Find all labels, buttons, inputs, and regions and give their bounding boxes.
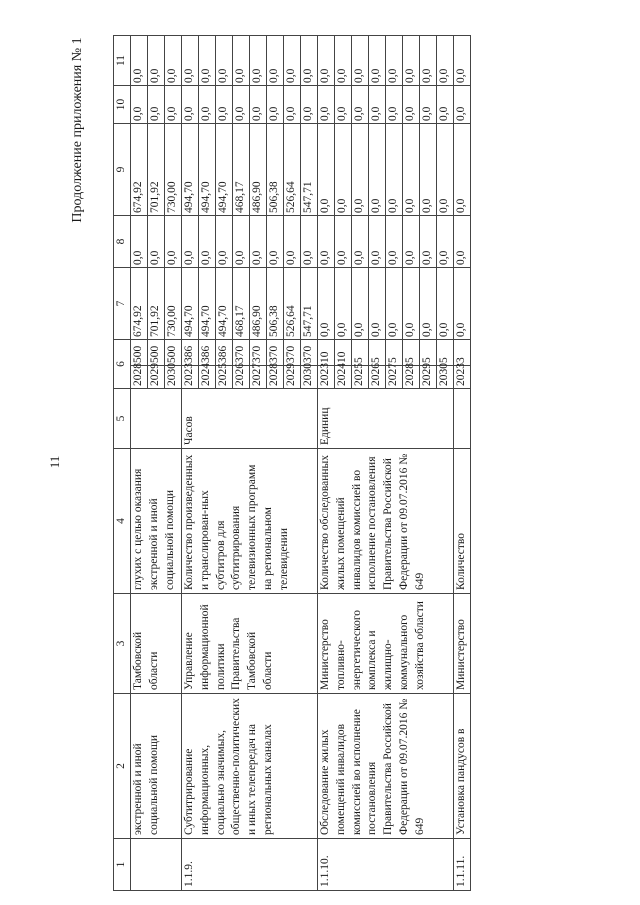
value-cell: 370 (267, 340, 284, 366)
continuation-caption: Продолжение приложения № 1 (70, 37, 85, 223)
local-cell: 0,0 (420, 86, 437, 124)
value-cell: 370 (284, 340, 301, 366)
measure-name: Субтитрирование информационных, социально значимых, общественно-политических и иных телепередач на региональных каналах (182, 694, 318, 839)
value-cell: 500 (131, 340, 148, 366)
value-cell: 386 (182, 340, 199, 366)
federal-cell: 0,0 (454, 216, 471, 268)
federal-cell: 0,0 (148, 216, 165, 268)
federal-cell: 0,0 (386, 216, 403, 268)
federal-cell: 0,0 (403, 216, 420, 268)
year-cell: 2026 (369, 366, 386, 389)
total-cell: 494,70 (182, 268, 199, 340)
value-cell: 5 (403, 340, 420, 366)
year-cell: 2024 (335, 366, 352, 389)
regional-cell: 494,70 (216, 124, 233, 216)
federal-cell: 0,0 (216, 216, 233, 268)
federal-cell: 0,0 (284, 216, 301, 268)
total-cell: 506,38 (267, 268, 284, 340)
executor: Тамбовской области (131, 594, 182, 694)
regional-cell: 0,0 (420, 124, 437, 216)
program-table (113, 35, 471, 891)
federal-cell: 0,0 (335, 216, 352, 268)
other-cell: 0,0 (148, 36, 165, 86)
other-cell: 0,0 (284, 36, 301, 86)
indicator: Количество (454, 449, 471, 594)
federal-cell: 0,0 (301, 216, 318, 268)
year-cell: 2029 (420, 366, 437, 389)
federal-cell: 0,0 (267, 216, 284, 268)
year-cell: 2030 (165, 366, 182, 389)
table-row (131, 36, 148, 891)
other-cell: 0,0 (335, 36, 352, 86)
other-cell: 0,0 (165, 36, 182, 86)
local-cell: 0,0 (386, 86, 403, 124)
local-cell: 0,0 (199, 86, 216, 124)
other-cell: 0,0 (386, 36, 403, 86)
year-cell: 2023 (182, 366, 199, 389)
total-cell: 486,90 (250, 268, 267, 340)
value-cell: 5 (386, 340, 403, 366)
year-cell: 2030 (437, 366, 454, 389)
federal-cell: 0,0 (420, 216, 437, 268)
value-cell: 5 (352, 340, 369, 366)
year-cell: 2028 (267, 366, 284, 389)
year-cell: 2025 (352, 366, 369, 389)
year-cell: 2023 (454, 366, 471, 389)
local-cell: 0,0 (250, 86, 267, 124)
local-cell: 0,0 (165, 86, 182, 124)
header-cell: 9 (114, 124, 131, 216)
value-cell: 10 (318, 340, 335, 366)
federal-cell: 0,0 (369, 216, 386, 268)
total-cell: 0,0 (335, 268, 352, 340)
federal-cell: 0,0 (318, 216, 335, 268)
header-cell: 8 (114, 216, 131, 268)
other-cell: 0,0 (216, 36, 233, 86)
total-cell: 494,70 (216, 268, 233, 340)
year-cell: 2027 (386, 366, 403, 389)
table-row (182, 36, 199, 891)
year-cell: 2029 (148, 366, 165, 389)
unit: Часов (182, 389, 318, 449)
local-cell: 0,0 (335, 86, 352, 124)
local-cell: 0,0 (233, 86, 250, 124)
value-cell: 5 (369, 340, 386, 366)
regional-cell: 0,0 (335, 124, 352, 216)
regional-cell: 0,0 (403, 124, 420, 216)
total-cell: 701,92 (148, 268, 165, 340)
executor: Министерство (454, 594, 471, 694)
total-cell: 468,17 (233, 268, 250, 340)
regional-cell: 0,0 (352, 124, 369, 216)
indicator: Количество обследованных жилых помещений инвалидов комиссией во исполнение постановления Правительства Российской Федерации от 09.07.2016 № 649 (318, 449, 454, 594)
regional-cell: 547,71 (301, 124, 318, 216)
other-cell: 0,0 (352, 36, 369, 86)
total-cell: 0,0 (454, 268, 471, 340)
local-cell: 0,0 (318, 86, 335, 124)
regional-cell: 486,90 (250, 124, 267, 216)
regional-cell: 526,64 (284, 124, 301, 216)
local-cell: 0,0 (352, 86, 369, 124)
measure-name: экстренной и иной социальной помощи (131, 694, 182, 839)
header-row (114, 36, 131, 891)
total-cell: 0,0 (352, 268, 369, 340)
total-cell: 0,0 (437, 268, 454, 340)
other-cell: 0,0 (131, 36, 148, 86)
regional-cell: 0,0 (386, 124, 403, 216)
value-cell: 3 (454, 340, 471, 366)
executor: Министерство топливно-энергетического комплекса и жилищно-коммунального хозяйства области (318, 594, 454, 694)
other-cell: 0,0 (199, 36, 216, 86)
rotated-table-container (113, 36, 585, 891)
other-cell: 0,0 (318, 36, 335, 86)
regional-cell: 674,92 (131, 124, 148, 216)
federal-cell: 0,0 (437, 216, 454, 268)
other-cell: 0,0 (420, 36, 437, 86)
total-cell: 0,0 (318, 268, 335, 340)
local-cell: 0,0 (284, 86, 301, 124)
year-cell: 2023 (318, 366, 335, 389)
value-cell: 386 (199, 340, 216, 366)
regional-cell: 730,00 (165, 124, 182, 216)
local-cell: 0,0 (267, 86, 284, 124)
indicator: глухих с целью оказания экстренной и иной социальной помощи (131, 449, 182, 594)
federal-cell: 0,0 (131, 216, 148, 268)
total-cell: 494,70 (199, 268, 216, 340)
other-cell: 0,0 (403, 36, 420, 86)
header-cell: 2 (114, 694, 131, 839)
value-cell: 5 (437, 340, 454, 366)
local-cell: 0,0 (216, 86, 233, 124)
row-number (131, 839, 182, 891)
executor: Управление информационной политики Правительства Тамбовской области (182, 594, 318, 694)
local-cell: 0,0 (403, 86, 420, 124)
header-cell: 6 (114, 340, 131, 389)
value-cell: 500 (165, 340, 182, 366)
section-1-1-9 (182, 36, 318, 891)
other-cell: 0,0 (233, 36, 250, 86)
total-cell: 0,0 (403, 268, 420, 340)
regional-cell: 506,38 (267, 124, 284, 216)
indicator: Количество произведенных и транслирован-ных субтитров для субтитрирования телевизионных программ на региональном телевидении (182, 449, 318, 594)
regional-cell: 0,0 (437, 124, 454, 216)
regional-cell: 701,92 (148, 124, 165, 216)
measure-name: Обследование жилых помещений инвалидов комиссией во исполнение постановления Правительства Российской Федерации от 09.07.2016 № 649 (318, 694, 454, 839)
header-cell: 7 (114, 268, 131, 340)
value-cell: 10 (335, 340, 352, 366)
year-cell: 2026 (233, 366, 250, 389)
page-number: 11 (47, 455, 62, 469)
other-cell: 0,0 (369, 36, 386, 86)
regional-cell: 0,0 (369, 124, 386, 216)
local-cell: 0,0 (131, 86, 148, 124)
section-1-1-11 (454, 36, 471, 891)
value-cell: 5 (420, 340, 437, 366)
total-cell: 526,64 (284, 268, 301, 340)
federal-cell: 0,0 (165, 216, 182, 268)
table-row (318, 36, 335, 891)
total-cell: 0,0 (386, 268, 403, 340)
header-cell: 3 (114, 594, 131, 694)
total-cell: 0,0 (369, 268, 386, 340)
local-cell: 0,0 (454, 86, 471, 124)
other-cell: 0,0 (182, 36, 199, 86)
value-cell: 370 (250, 340, 267, 366)
total-cell: 674,92 (131, 268, 148, 340)
local-cell: 0,0 (148, 86, 165, 124)
unit (454, 389, 471, 449)
local-cell: 0,0 (301, 86, 318, 124)
header-cell: 10 (114, 86, 131, 124)
year-cell: 2030 (301, 366, 318, 389)
header-cell: 1 (114, 839, 131, 891)
total-cell: 0,0 (420, 268, 437, 340)
federal-cell: 0,0 (250, 216, 267, 268)
value-cell: 370 (301, 340, 318, 366)
other-cell: 0,0 (250, 36, 267, 86)
section-1-1-10 (318, 36, 454, 891)
regional-cell: 0,0 (454, 124, 471, 216)
other-cell: 0,0 (267, 36, 284, 86)
table-row (454, 36, 471, 891)
year-cell: 2027 (250, 366, 267, 389)
year-cell: 2028 (403, 366, 420, 389)
unit: Единиц (318, 389, 454, 449)
regional-cell: 468,17 (233, 124, 250, 216)
local-cell: 0,0 (182, 86, 199, 124)
federal-cell: 0,0 (352, 216, 369, 268)
header-cell: 5 (114, 389, 131, 449)
federal-cell: 0,0 (182, 216, 199, 268)
local-cell: 0,0 (369, 86, 386, 124)
year-cell: 2024 (199, 366, 216, 389)
total-cell: 730,00 (165, 268, 182, 340)
section-top (131, 36, 182, 891)
regional-cell: 494,70 (199, 124, 216, 216)
header-cell: 4 (114, 449, 131, 594)
regional-cell: 0,0 (318, 124, 335, 216)
year-cell: 2028 (131, 366, 148, 389)
header-cell: 11 (114, 36, 131, 86)
unit (131, 389, 182, 449)
row-number: 1.1.11. (454, 839, 471, 891)
regional-cell: 494,70 (182, 124, 199, 216)
other-cell: 0,0 (437, 36, 454, 86)
other-cell: 0,0 (301, 36, 318, 86)
measure-name: Установка пандусов в (454, 694, 471, 839)
year-cell: 2025 (216, 366, 233, 389)
row-number: 1.1.9. (182, 839, 318, 891)
value-cell: 500 (148, 340, 165, 366)
row-number: 1.1.10. (318, 839, 454, 891)
other-cell: 0,0 (454, 36, 471, 86)
value-cell: 370 (233, 340, 250, 366)
federal-cell: 0,0 (199, 216, 216, 268)
local-cell: 0,0 (437, 86, 454, 124)
value-cell: 386 (216, 340, 233, 366)
federal-cell: 0,0 (233, 216, 250, 268)
total-cell: 547,71 (301, 268, 318, 340)
year-cell: 2029 (284, 366, 301, 389)
